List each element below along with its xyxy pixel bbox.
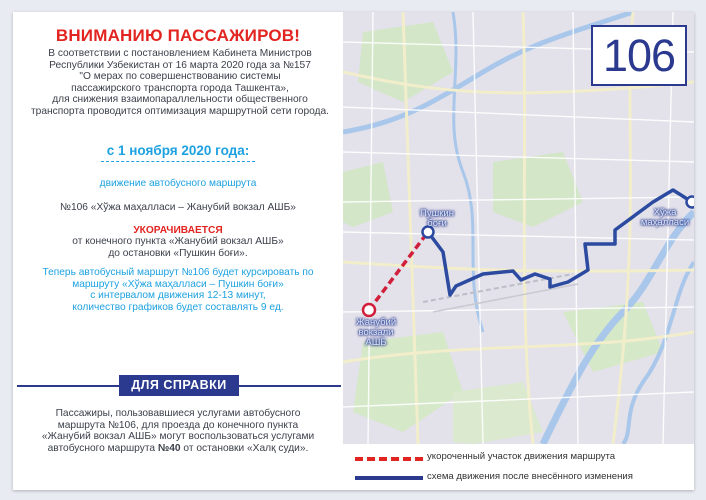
pushkin-label-line: Пушкин	[420, 208, 454, 219]
route-name: №106 «Хўжа маҳалласи – Жанубий вокзал АШБ»	[60, 202, 296, 213]
stop-khuja	[687, 197, 695, 208]
janubiy-label	[353, 318, 399, 348]
janubiy-label-line: вокзали	[358, 327, 394, 338]
pushkin-label	[407, 209, 467, 229]
new-route-description	[13, 267, 343, 313]
khuja-label-line: маҳалласи	[640, 217, 690, 228]
intro-line: Республики Узбекистан от 16 марта 2020 года за №157	[49, 59, 311, 71]
notice-card	[13, 12, 694, 490]
janubiy-label-line: АШБ	[365, 337, 387, 348]
shortened-line: до остановки «Пушкин боғи».	[108, 247, 248, 259]
alternative-route-number: №40	[157, 442, 181, 454]
shortened-description	[13, 236, 343, 259]
janubiy-label-line: Жанубий	[355, 317, 397, 328]
intro-line: "О мерах по совершенствованию системы	[79, 71, 281, 83]
legend-dashed-red-swatch	[355, 457, 423, 461]
reference-line4-start: автобусного маршрута	[47, 442, 158, 454]
legend-row-shortened	[343, 449, 694, 467]
reference-line	[13, 443, 343, 455]
khuja-label	[639, 208, 691, 228]
intro-line: пассажирского транспорта города Ташкента»,	[71, 82, 289, 94]
reference-line: «Жанубий вокзал АШБ» могут воспользоваться услугами	[41, 431, 315, 443]
reference-heading: ДЛЯ СПРАВКИ	[119, 375, 239, 396]
shortened-line: от конечного пункта «Жанубий вокзал АШБ»	[72, 236, 284, 247]
new-route-line: количество графиков будет составлять 9 ед.	[72, 301, 284, 313]
legend-shortened-label: укороченный участок движения маршрута	[427, 451, 616, 462]
legend-solid-blue-swatch	[355, 476, 423, 480]
date-underline	[101, 161, 255, 162]
shortened-label: УКОРАЧИВАЕТСЯ	[133, 225, 223, 236]
map-legend	[343, 444, 694, 490]
reference-line4-end: от остановки «Халқ суди».	[180, 442, 309, 454]
reference-line: маршрута №106, для проезда до конечного пункта	[57, 419, 299, 431]
reference-text	[13, 408, 343, 454]
new-route-line: маршруту «Хўжа маҳалласи – Пушкин боғи»	[72, 278, 284, 290]
notice-title: ВНИМАНИЮ ПАССАЖИРОВ!	[55, 26, 301, 45]
legend-row-new-scheme	[343, 469, 694, 487]
intro-line: для снижения взаимопараллельности общественного	[52, 94, 308, 106]
legend-new-scheme-label: схема движения после внесённого изменения	[427, 471, 633, 482]
intro-line: В соответствии с постановлением Кабинета Министров	[48, 48, 312, 59]
new-route-line: Теперь автобусный маршрут №106 будет курсировать по	[42, 267, 314, 278]
notice-intro	[19, 48, 341, 118]
reference-line: Пассажиры, пользовавшиеся услугами автобусного	[55, 408, 301, 419]
route-number-badge: 106	[591, 25, 687, 86]
khuja-label-line: Хўжа	[653, 207, 677, 218]
stop-janubiy	[363, 304, 375, 316]
movement-label: движение автобусного маршрута	[99, 178, 257, 189]
intro-line: транспорта проводится оптимизация маршрутной сети города.	[31, 105, 329, 117]
new-route-line: с интервалом движения 12-13 минут,	[90, 290, 266, 302]
pushkin-label-line: боғи	[427, 218, 447, 229]
notice-text-panel	[13, 12, 343, 490]
effective-date: с 1 ноября 2020 года:	[106, 143, 250, 158]
